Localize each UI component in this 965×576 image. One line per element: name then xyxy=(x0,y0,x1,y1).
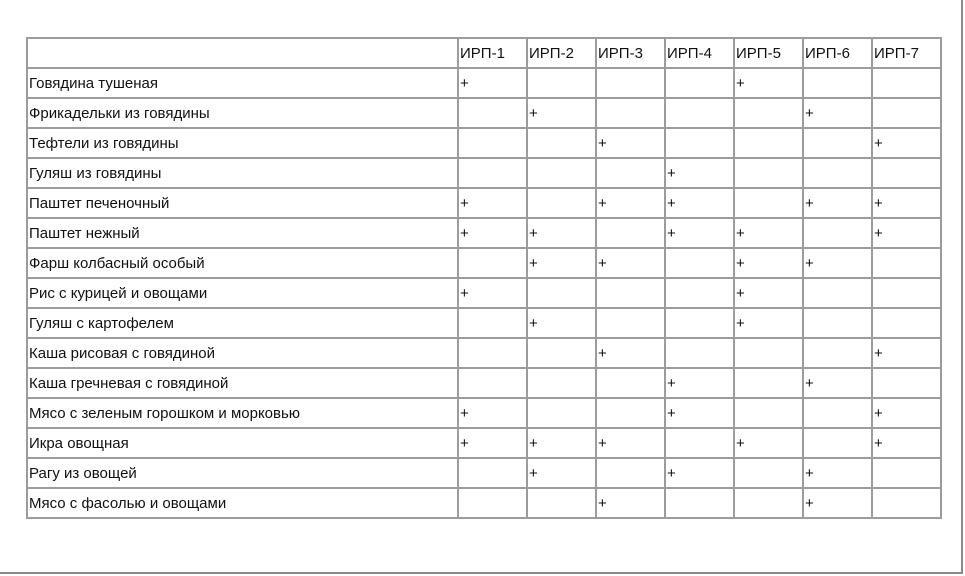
table-row xyxy=(27,398,941,428)
ration-mark-cell: + xyxy=(734,218,803,248)
ration-mark-cell: + xyxy=(872,338,941,368)
ration-mark-cell: + xyxy=(596,188,665,218)
ration-mark-cell xyxy=(458,248,527,278)
ration-mark-cell xyxy=(803,158,872,188)
ration-mark-cell xyxy=(458,338,527,368)
column-header: ИРП-5 xyxy=(734,38,803,68)
ration-mark-cell xyxy=(734,338,803,368)
product-name-cell: Паштет печеночный xyxy=(27,188,458,218)
ration-mark-cell xyxy=(734,188,803,218)
table-body xyxy=(27,68,941,518)
product-name-cell: Тефтели из говядины xyxy=(27,128,458,158)
ration-mark-cell xyxy=(665,248,734,278)
column-header: ИРП-7 xyxy=(872,38,941,68)
ration-mark-cell: + xyxy=(872,128,941,158)
ration-mark-cell xyxy=(803,278,872,308)
ration-mark-cell xyxy=(872,248,941,278)
ration-mark-cell xyxy=(665,68,734,98)
table-row xyxy=(27,68,941,98)
ration-mark-cell xyxy=(803,308,872,338)
ration-mark-cell: + xyxy=(596,428,665,458)
ration-mark-cell xyxy=(596,398,665,428)
ration-mark-cell: + xyxy=(458,398,527,428)
ration-mark-cell: + xyxy=(665,458,734,488)
ration-mark-cell xyxy=(527,338,596,368)
ration-mark-cell: + xyxy=(665,188,734,218)
ration-mark-cell: + xyxy=(596,338,665,368)
ration-mark-cell xyxy=(872,158,941,188)
ration-mark-cell xyxy=(596,368,665,398)
table-row xyxy=(27,308,941,338)
table-row xyxy=(27,278,941,308)
ration-mark-cell xyxy=(527,188,596,218)
ration-mark-cell xyxy=(734,128,803,158)
ration-mark-cell: + xyxy=(734,68,803,98)
ration-mark-cell xyxy=(458,308,527,338)
ration-mark-cell: + xyxy=(596,488,665,518)
ration-mark-cell xyxy=(734,488,803,518)
column-header: ИРП-2 xyxy=(527,38,596,68)
ration-mark-cell: + xyxy=(458,218,527,248)
product-name-cell: Гуляш из говядины xyxy=(27,158,458,188)
table-row xyxy=(27,428,941,458)
ration-mark-cell: + xyxy=(803,458,872,488)
ration-mark-cell: + xyxy=(734,248,803,278)
column-header: ИРП-3 xyxy=(596,38,665,68)
ration-mark-cell: + xyxy=(527,218,596,248)
ration-mark-cell xyxy=(527,68,596,98)
ration-mark-cell: + xyxy=(734,308,803,338)
ration-mark-cell: + xyxy=(734,428,803,458)
table-row xyxy=(27,458,941,488)
ration-mark-cell xyxy=(596,278,665,308)
ration-mark-cell xyxy=(458,368,527,398)
ration-mark-cell xyxy=(458,98,527,128)
ration-mark-cell: + xyxy=(596,248,665,278)
ration-mark-cell xyxy=(734,98,803,128)
product-name-cell: Фрикадельки из говядины xyxy=(27,98,458,128)
ration-mark-cell: + xyxy=(872,188,941,218)
ration-mark-cell xyxy=(803,428,872,458)
column-header: ИРП-6 xyxy=(803,38,872,68)
table-row xyxy=(27,338,941,368)
ration-mark-cell: + xyxy=(458,188,527,218)
ration-mark-cell xyxy=(458,488,527,518)
ration-mark-cell: + xyxy=(527,458,596,488)
ration-mark-cell xyxy=(803,128,872,158)
ration-mark-cell xyxy=(872,278,941,308)
ration-mark-cell: + xyxy=(803,248,872,278)
ration-mark-cell xyxy=(527,398,596,428)
column-header: ИРП-1 xyxy=(458,38,527,68)
ration-mark-cell xyxy=(596,308,665,338)
product-name-cell: Рис с курицей и овощами xyxy=(27,278,458,308)
ration-mark-cell: + xyxy=(665,368,734,398)
ration-mark-cell xyxy=(734,458,803,488)
ration-mark-cell xyxy=(596,158,665,188)
ration-mark-cell: + xyxy=(527,428,596,458)
ration-mark-cell xyxy=(872,488,941,518)
ration-mark-cell xyxy=(665,338,734,368)
table-row xyxy=(27,368,941,398)
ration-mark-cell xyxy=(665,128,734,158)
ration-mark-cell: + xyxy=(734,278,803,308)
ration-mark-cell xyxy=(596,98,665,128)
ration-mark-cell: + xyxy=(527,248,596,278)
ration-mark-cell xyxy=(596,218,665,248)
ration-mark-cell xyxy=(803,398,872,428)
ration-mark-cell xyxy=(665,278,734,308)
table-row xyxy=(27,188,941,218)
header-corner-cell xyxy=(27,38,458,68)
ration-mark-cell xyxy=(665,98,734,128)
ration-mark-cell: + xyxy=(872,428,941,458)
product-name-cell: Каша гречневая с говядиной xyxy=(27,368,458,398)
product-name-cell: Гуляш с картофелем xyxy=(27,308,458,338)
table-row xyxy=(27,218,941,248)
ration-mark-cell xyxy=(734,158,803,188)
product-name-cell: Икра овощная xyxy=(27,428,458,458)
table-row xyxy=(27,248,941,278)
ration-mark-cell xyxy=(458,128,527,158)
product-name-cell: Фарш колбасный особый xyxy=(27,248,458,278)
product-name-cell: Мясо с зеленым горошком и морковью xyxy=(27,398,458,428)
ration-mark-cell xyxy=(458,158,527,188)
ration-mark-cell xyxy=(527,368,596,398)
ration-mark-cell xyxy=(665,488,734,518)
ration-mark-cell: + xyxy=(665,158,734,188)
ration-mark-cell xyxy=(803,68,872,98)
ration-mark-cell xyxy=(527,488,596,518)
table-row xyxy=(27,98,941,128)
ration-mark-cell: + xyxy=(458,278,527,308)
ration-mark-cell: + xyxy=(458,428,527,458)
ration-mark-cell xyxy=(527,158,596,188)
ration-mark-cell xyxy=(596,458,665,488)
ration-mark-cell xyxy=(803,218,872,248)
product-name-cell: Мясо с фасолью и овощами xyxy=(27,488,458,518)
product-name-cell: Рагу из овощей xyxy=(27,458,458,488)
product-name-cell: Говядина тушеная xyxy=(27,68,458,98)
ration-mark-cell: + xyxy=(872,398,941,428)
ration-mark-cell xyxy=(596,68,665,98)
ration-mark-cell xyxy=(665,428,734,458)
ration-mark-cell xyxy=(803,338,872,368)
ration-mark-cell: + xyxy=(527,308,596,338)
ration-mark-cell xyxy=(734,368,803,398)
ration-mark-cell: + xyxy=(803,488,872,518)
ration-mark-cell xyxy=(458,458,527,488)
ration-mark-cell: + xyxy=(803,188,872,218)
ration-mark-cell xyxy=(665,308,734,338)
ration-mark-cell: + xyxy=(665,398,734,428)
ration-mark-cell xyxy=(872,368,941,398)
table-wrap xyxy=(26,37,942,519)
ration-mark-cell xyxy=(872,68,941,98)
ration-mark-cell: + xyxy=(596,128,665,158)
ration-mark-cell: + xyxy=(872,218,941,248)
header-row xyxy=(27,38,941,68)
column-header: ИРП-4 xyxy=(665,38,734,68)
ration-mark-cell: + xyxy=(803,98,872,128)
ration-mark-cell: + xyxy=(665,218,734,248)
table-header xyxy=(27,38,941,68)
ration-mark-cell xyxy=(734,398,803,428)
ration-mark-cell: + xyxy=(803,368,872,398)
table-row xyxy=(27,158,941,188)
ration-table xyxy=(26,37,942,519)
table-row xyxy=(27,488,941,518)
ration-mark-cell xyxy=(527,278,596,308)
product-name-cell: Паштет нежный xyxy=(27,218,458,248)
table-row xyxy=(27,128,941,158)
ration-mark-cell: + xyxy=(527,98,596,128)
ration-mark-cell xyxy=(872,98,941,128)
ration-mark-cell: + xyxy=(458,68,527,98)
ration-mark-cell xyxy=(872,458,941,488)
product-name-cell: Каша рисовая с говядиной xyxy=(27,338,458,368)
ration-mark-cell xyxy=(527,128,596,158)
ration-mark-cell xyxy=(872,308,941,338)
